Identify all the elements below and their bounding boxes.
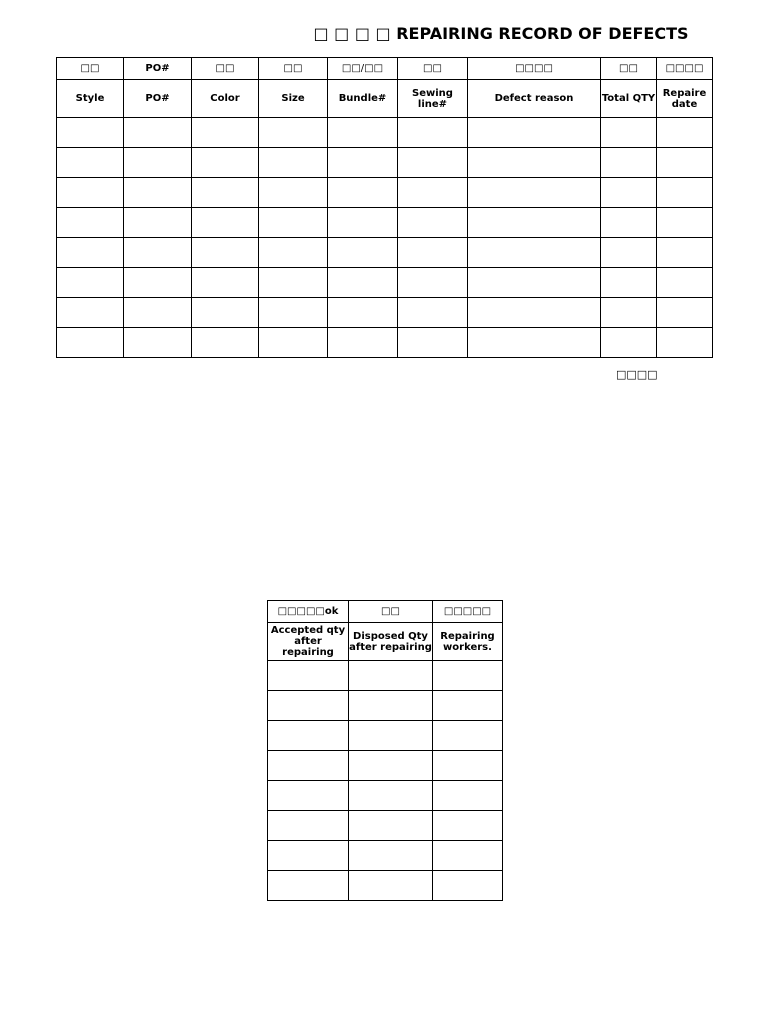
main-header-zh-cell: □□ bbox=[601, 58, 657, 80]
main-table-cell[interactable] bbox=[192, 148, 259, 178]
main-table-cell[interactable] bbox=[259, 118, 328, 148]
main-table-cell[interactable] bbox=[657, 268, 713, 298]
repair-header-zh-cell: □□ bbox=[349, 601, 433, 623]
main-header-zh-cell: □□ bbox=[398, 58, 468, 80]
main-table-cell[interactable] bbox=[657, 208, 713, 238]
main-table-row bbox=[57, 298, 713, 328]
repair-table-cell[interactable] bbox=[433, 781, 503, 811]
repair-table-row bbox=[268, 661, 503, 691]
main-table-cell[interactable] bbox=[192, 268, 259, 298]
main-table-cell[interactable] bbox=[124, 118, 192, 148]
main-table-cell[interactable] bbox=[259, 268, 328, 298]
main-table-row bbox=[57, 208, 713, 238]
main-table-cell[interactable] bbox=[57, 268, 124, 298]
main-table-row bbox=[57, 238, 713, 268]
main-table-cell[interactable] bbox=[124, 298, 192, 328]
document-title: □ □ □ □ REPAIRING RECORD OF DEFECTS bbox=[313, 24, 689, 43]
main-header-zh-cell: □□ bbox=[57, 58, 124, 80]
main-table-cell[interactable] bbox=[57, 238, 124, 268]
repair-table-cell[interactable] bbox=[268, 811, 349, 841]
main-table-cell[interactable] bbox=[57, 328, 124, 358]
main-header-en-cell: Style bbox=[57, 80, 124, 118]
main-header-en-cell: Defect reason bbox=[468, 80, 601, 118]
main-table-cell[interactable] bbox=[468, 148, 601, 178]
main-table-cell[interactable] bbox=[657, 238, 713, 268]
repair-table-cell[interactable] bbox=[268, 781, 349, 811]
main-table-cell[interactable] bbox=[124, 268, 192, 298]
main-table-cell[interactable] bbox=[398, 238, 468, 268]
repair-table-row bbox=[268, 691, 503, 721]
main-header-zh-cell: □□ bbox=[192, 58, 259, 80]
repair-table-cell[interactable] bbox=[268, 721, 349, 751]
main-table-cell[interactable] bbox=[398, 328, 468, 358]
main-header-en-cell: Size bbox=[259, 80, 328, 118]
main-table-cell[interactable] bbox=[259, 238, 328, 268]
main-table-cell[interactable] bbox=[657, 298, 713, 328]
repair-header-en-cell: Repairing workers. bbox=[433, 623, 503, 661]
main-table-cell[interactable] bbox=[398, 298, 468, 328]
repair-header-zh-cell: □□□□□ok bbox=[268, 601, 349, 623]
signature-label: □□□□ bbox=[616, 368, 658, 381]
repair-table-cell[interactable] bbox=[349, 661, 433, 691]
repair-table-cell[interactable] bbox=[349, 781, 433, 811]
main-header-en-cell: Bundle# bbox=[328, 80, 398, 118]
repair-table-cell[interactable] bbox=[433, 871, 503, 901]
main-table-row bbox=[57, 268, 713, 298]
repair-table-cell[interactable] bbox=[433, 661, 503, 691]
main-header-zh-cell: □□/□□ bbox=[328, 58, 398, 80]
main-table-cell[interactable] bbox=[57, 298, 124, 328]
main-header-zh-cell: □□□□ bbox=[657, 58, 713, 80]
main-table-cell[interactable] bbox=[259, 178, 328, 208]
main-table-cell[interactable] bbox=[601, 238, 657, 268]
main-table-cell[interactable] bbox=[259, 208, 328, 238]
main-table-cell[interactable] bbox=[259, 328, 328, 358]
main-table-cell[interactable] bbox=[259, 148, 328, 178]
main-table-cell[interactable] bbox=[657, 328, 713, 358]
main-table-cell[interactable] bbox=[328, 298, 398, 328]
repair-table-row bbox=[268, 751, 503, 781]
repair-table-row bbox=[268, 841, 503, 871]
repair-table-cell[interactable] bbox=[349, 691, 433, 721]
main-header-en-cell: PO# bbox=[124, 80, 192, 118]
repair-table-cell[interactable] bbox=[433, 721, 503, 751]
repair-table-cell[interactable] bbox=[433, 811, 503, 841]
main-table-cell[interactable] bbox=[468, 298, 601, 328]
repair-header-en-cell: Accepted qty after repairing bbox=[268, 623, 349, 661]
main-table-cell[interactable] bbox=[601, 118, 657, 148]
repair-table-cell[interactable] bbox=[433, 751, 503, 781]
main-table-cell[interactable] bbox=[601, 298, 657, 328]
main-table-cell[interactable] bbox=[192, 328, 259, 358]
main-table-cell[interactable] bbox=[328, 178, 398, 208]
repair-table-cell[interactable] bbox=[349, 871, 433, 901]
main-table-cell[interactable] bbox=[657, 118, 713, 148]
main-table-cell[interactable] bbox=[601, 148, 657, 178]
main-header-row-en bbox=[57, 80, 713, 118]
main-table-cell[interactable] bbox=[398, 208, 468, 238]
main-table-cell[interactable] bbox=[468, 118, 601, 148]
main-table-cell[interactable] bbox=[328, 328, 398, 358]
repair-table-cell[interactable] bbox=[268, 871, 349, 901]
main-table-cell[interactable] bbox=[657, 178, 713, 208]
main-header-row-zh bbox=[57, 58, 713, 80]
main-header-en-cell: Color bbox=[192, 80, 259, 118]
main-table-cell[interactable] bbox=[398, 148, 468, 178]
main-table-cell[interactable] bbox=[657, 148, 713, 178]
main-table-cell[interactable] bbox=[601, 328, 657, 358]
main-table-cell[interactable] bbox=[124, 148, 192, 178]
main-header-zh-cell: □□ bbox=[259, 58, 328, 80]
main-table-cell[interactable] bbox=[57, 178, 124, 208]
main-table-cell[interactable] bbox=[57, 208, 124, 238]
main-table-cell[interactable] bbox=[398, 118, 468, 148]
main-table-cell[interactable] bbox=[259, 298, 328, 328]
main-table-cell[interactable] bbox=[192, 298, 259, 328]
main-table-cell[interactable] bbox=[192, 238, 259, 268]
main-table-cell[interactable] bbox=[601, 208, 657, 238]
repair-table-row bbox=[268, 721, 503, 751]
repair-table-cell[interactable] bbox=[349, 721, 433, 751]
main-table-cell[interactable] bbox=[192, 178, 259, 208]
main-header-en-cell: Total QTY bbox=[601, 80, 657, 118]
repair-result-table bbox=[267, 600, 503, 901]
repair-table-row bbox=[268, 811, 503, 841]
main-table-cell[interactable] bbox=[601, 178, 657, 208]
main-table-cell[interactable] bbox=[124, 208, 192, 238]
repair-header-row-zh bbox=[268, 601, 503, 623]
repair-header-zh-cell: □□□□□ bbox=[433, 601, 503, 623]
repair-table-cell[interactable] bbox=[433, 841, 503, 871]
main-table-cell[interactable] bbox=[468, 178, 601, 208]
repair-table-cell[interactable] bbox=[268, 841, 349, 871]
main-table-cell[interactable] bbox=[328, 238, 398, 268]
main-table-cell[interactable] bbox=[192, 208, 259, 238]
main-table-cell[interactable] bbox=[328, 118, 398, 148]
main-header-zh-cell: □□□□ bbox=[468, 58, 601, 80]
main-table-cell[interactable] bbox=[124, 178, 192, 208]
main-table-cell[interactable] bbox=[601, 268, 657, 298]
main-table-cell[interactable] bbox=[57, 148, 124, 178]
repair-table-cell[interactable] bbox=[433, 691, 503, 721]
main-table-cell[interactable] bbox=[468, 238, 601, 268]
main-table-cell[interactable] bbox=[468, 328, 601, 358]
main-table-cell[interactable] bbox=[398, 178, 468, 208]
main-table-row bbox=[57, 118, 713, 148]
repair-table-row bbox=[268, 871, 503, 901]
main-table-cell[interactable] bbox=[398, 268, 468, 298]
main-table-cell[interactable] bbox=[328, 148, 398, 178]
main-table-cell[interactable] bbox=[192, 118, 259, 148]
repair-table-cell[interactable] bbox=[268, 661, 349, 691]
main-table-row bbox=[57, 328, 713, 358]
main-table-cell[interactable] bbox=[328, 268, 398, 298]
main-table-row bbox=[57, 178, 713, 208]
main-table-row bbox=[57, 148, 713, 178]
repair-table-cell[interactable] bbox=[349, 811, 433, 841]
main-table-cell[interactable] bbox=[468, 208, 601, 238]
repair-table-cell[interactable] bbox=[268, 691, 349, 721]
main-header-en-cell: Sewing line# bbox=[398, 80, 468, 118]
repair-header-en-cell: Disposed Qty after repairing bbox=[349, 623, 433, 661]
repair-table-cell[interactable] bbox=[268, 751, 349, 781]
repair-header-row-en bbox=[268, 623, 503, 661]
defect-record-table bbox=[56, 57, 713, 358]
main-header-zh-cell: PO# bbox=[124, 58, 192, 80]
main-table-cell[interactable] bbox=[468, 268, 601, 298]
main-table-cell[interactable] bbox=[57, 118, 124, 148]
repair-table-cell[interactable] bbox=[349, 751, 433, 781]
repair-table-row bbox=[268, 781, 503, 811]
main-table-cell[interactable] bbox=[124, 238, 192, 268]
repair-table-cell[interactable] bbox=[349, 841, 433, 871]
main-table-cell[interactable] bbox=[124, 328, 192, 358]
main-table-cell[interactable] bbox=[328, 208, 398, 238]
main-header-en-cell: Repaire date bbox=[657, 80, 713, 118]
